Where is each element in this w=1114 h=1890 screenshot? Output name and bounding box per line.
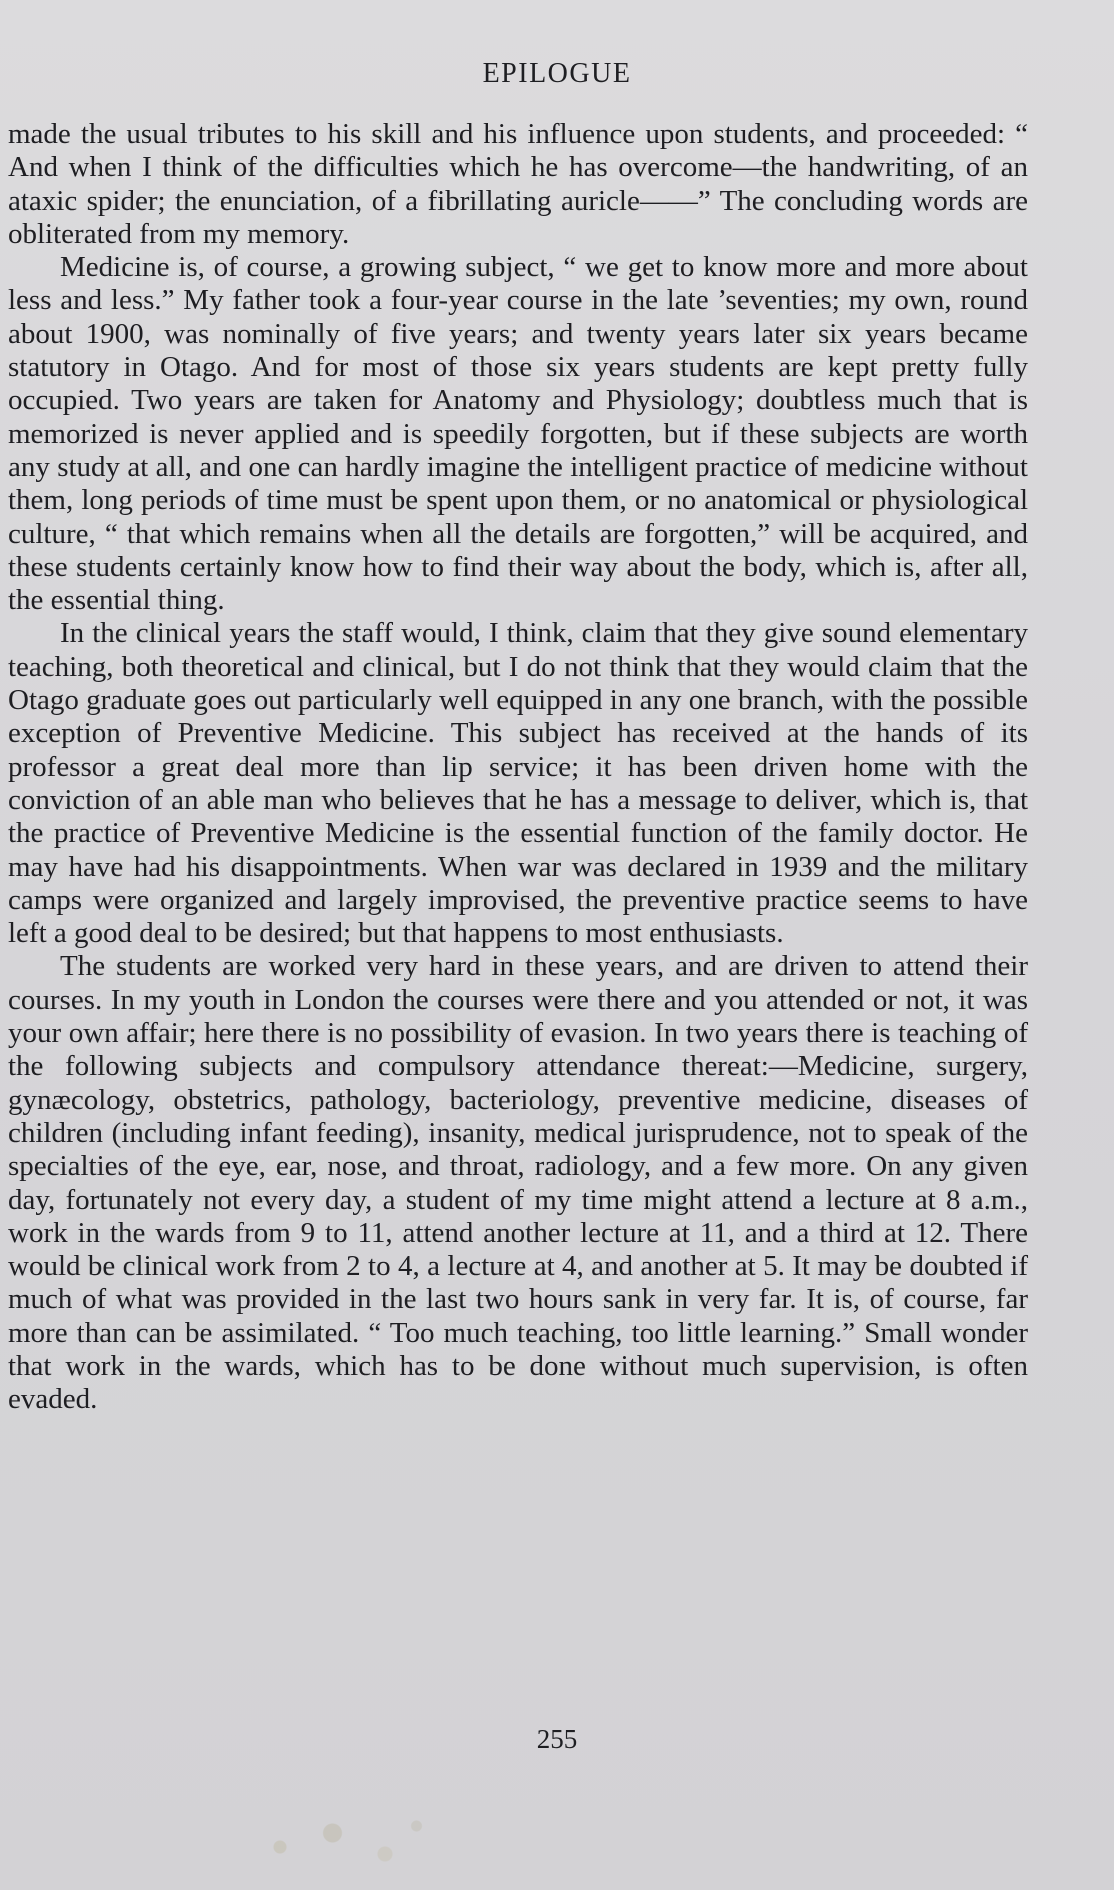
paragraph-continuation: made the usual tributes to his skill and his influence upon students, and proceeded: “ And when I think of the difficulties which he has overcome—the handwriting, of an ataxic spider; the enunciation, of a fibrillating auricle——” The concluding words are obliterated from my memory. bbox=[8, 118, 1028, 250]
page-number: 255 bbox=[536, 1724, 578, 1754]
body-text bbox=[8, 118, 1028, 1417]
running-head: EPILOGUE bbox=[482, 58, 632, 89]
paragraph-clinical-years: In the clinical years the staff would, I think, claim that they give sound elementary teaching, both theoretical and clinical, but I do not think that they would claim that the Otago graduate goes out particularly well equipped in any one branch, with the possible exception of Preventive Medicine. This subject has received at the hands of its professor a great deal more than lip service; it has been driven home with the conviction of an able man who believes that he has a message to deliver, which is, that the practice of Preventive Medicine is the essential function of the family doctor. He may have had his disappointments. When war was declared in 1939 and the military camps were organized and largely improvised, the preventive practice seems to have left a good deal to be desired; but that happens to most enthusiasts. bbox=[8, 617, 1028, 950]
paragraph-medicine-growing-subject: Medicine is, of course, a growing subject, “ we get to know more and more about less and less.” My father took a four-year course in the late ’seventies; my own, round about 1900, was nominally of five years; and twenty years later six years became statutory in Otago. And for most of those six years students are kept pretty fully occupied. Two years are taken for Anatomy and Physiology; doubtless much that is memorized is never applied and is speedily forgotten, but if these subjects are worth any study at all, and one can hardly imagine the intelligent practice of medicine without them, long periods of time must be spent upon them, or no anatomical or physiological culture, “ that which remains when all the details are forgotten,” will be acquired, and these students certainly know how to find their way about the body, which is, after all, the essential thing. bbox=[8, 251, 1028, 617]
paper-stain bbox=[238, 1805, 448, 1875]
paragraph-students-worked-hard: The students are worked very hard in these years, and are driven to attend their courses. In my youth in London the courses were there and you attended or not, it was your own affair; here there is no possibility of evasion. In two years there is teaching of the following subjects and compulsory attendance thereat:—Medicine, surgery, gynæcology, obstetrics, pathology, bacteriology, preventive medicine, diseases of children (including infant feeding), insanity, medical jurisprudence, not to speak of the specialties of the eye, ear, nose, and throat, radiology, and a few more. On any given day, fortunately not every day, a student of my time might attend a lecture at 8 a.m., work in the wards from 9 to 11, attend another lecture at 11, and a third at 12. There would be clinical work from 2 to 4, a lecture at 4, and another at 5. It may be doubted if much of what was provided in the last two hours sank in very far. It is, of course, far more than can be assimilated. “ Too much teaching, too little learning.” Small wonder that work in the wards, which has to be done without much supervision, is often evaded. bbox=[8, 950, 1028, 1416]
